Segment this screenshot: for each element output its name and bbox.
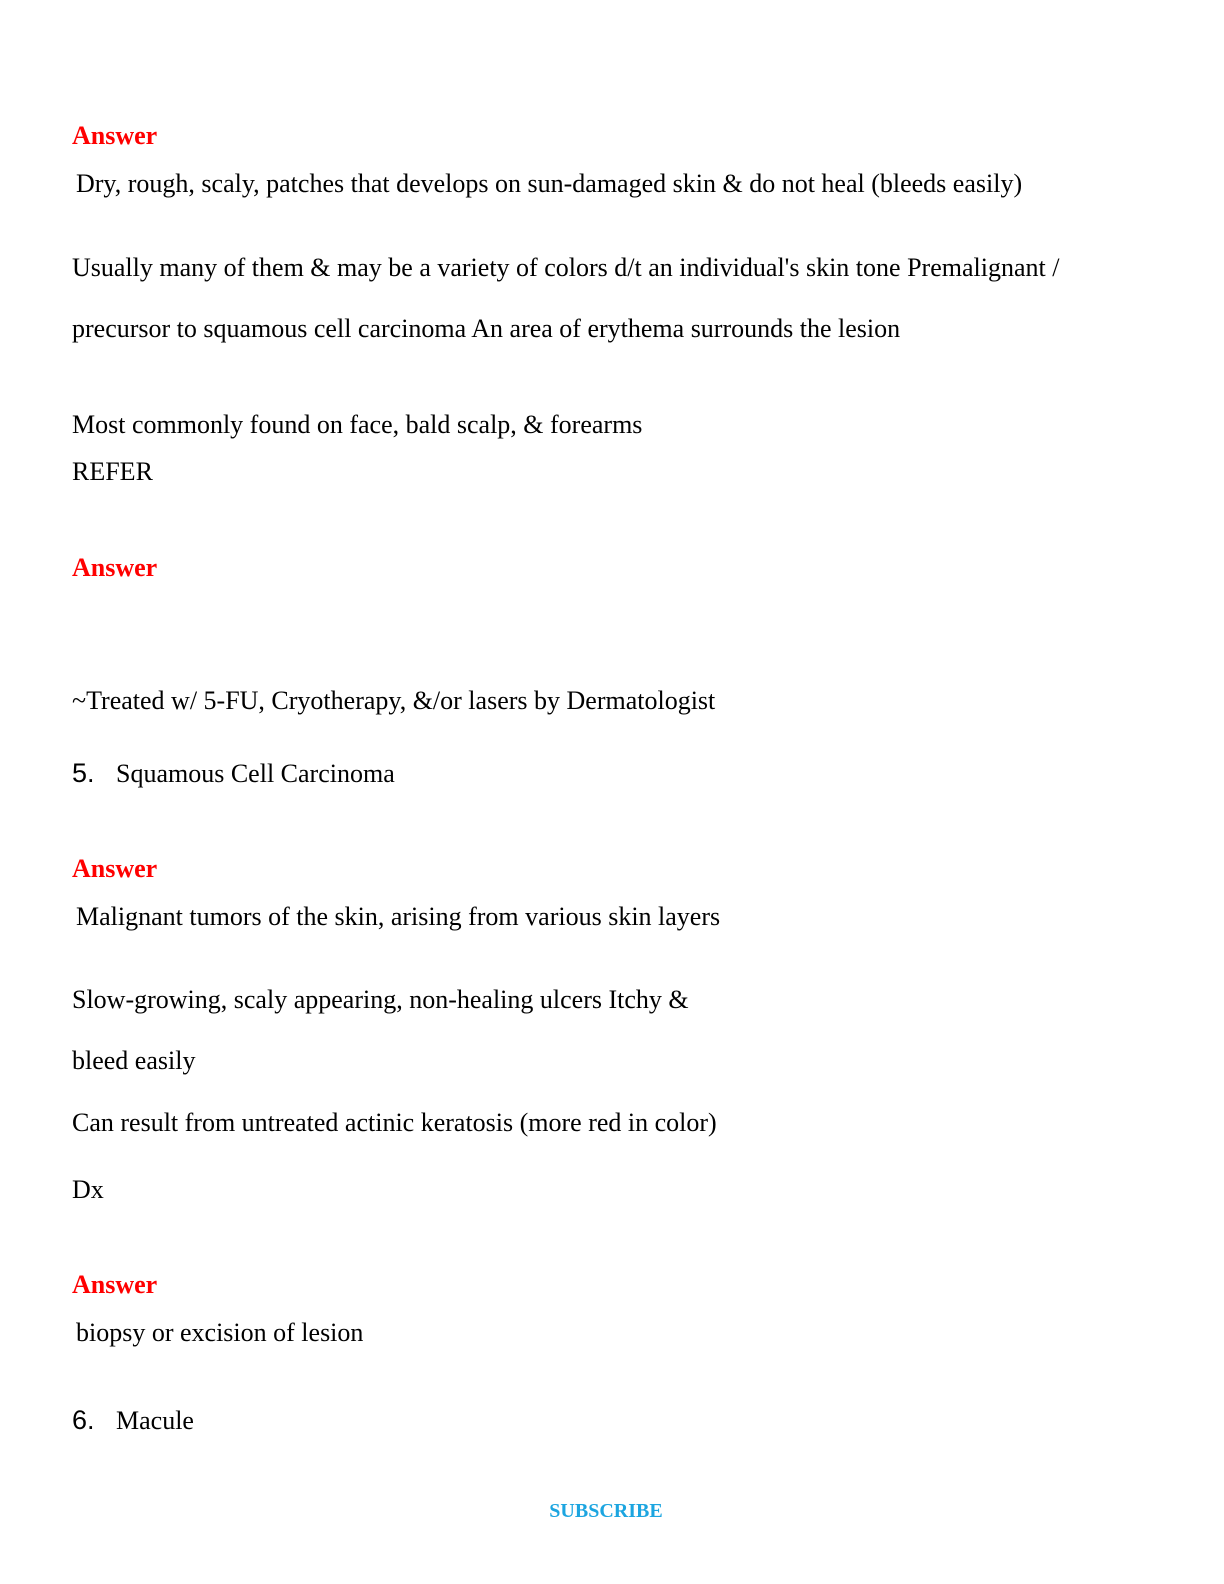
answer-text: Malignant tumors of the skin, arising from various skin layers xyxy=(76,902,721,931)
item-number: 6. xyxy=(72,1405,95,1435)
body-text: Slow-growing, scaly appearing, non-healing ulcers Itchy & xyxy=(72,985,689,1014)
body-text: Most commonly found on face, bald scalp, & forearms xyxy=(72,410,643,439)
answer-text: Dry, rough, scaly, patches that develops on sun-damaged skin & do not heal (bleeds easily) xyxy=(76,169,1023,198)
answer-label: Answer xyxy=(72,121,158,150)
list-item-heading xyxy=(72,1404,194,1437)
item-title: Squamous Cell Carcinoma xyxy=(116,759,395,788)
list-item-heading xyxy=(72,757,395,790)
item-title: Macule xyxy=(116,1406,194,1435)
body-text: REFER xyxy=(72,457,153,486)
answer-label: Answer xyxy=(72,1270,158,1299)
answer-label: Answer xyxy=(72,553,158,582)
body-text: bleed easily xyxy=(72,1046,196,1075)
subscribe-link[interactable]: SUBSCRIBE xyxy=(549,1500,663,1522)
body-text: Can result from untreated actinic keratosis (more red in color) xyxy=(72,1108,717,1137)
body-text: Dx xyxy=(72,1175,104,1204)
body-text: precursor to squamous cell carcinoma An area of erythema surrounds the lesion xyxy=(72,314,901,343)
body-text: ~Treated w/ 5-FU, Cryotherapy, &/or lasers by Dermatologist xyxy=(72,686,716,715)
body-text: Usually many of them & may be a variety of colors d/t an individual's skin tone Premalignant / xyxy=(72,253,1060,282)
answer-label: Answer xyxy=(72,854,158,883)
item-number: 5. xyxy=(72,758,95,788)
answer-text: biopsy or excision of lesion xyxy=(76,1318,364,1347)
